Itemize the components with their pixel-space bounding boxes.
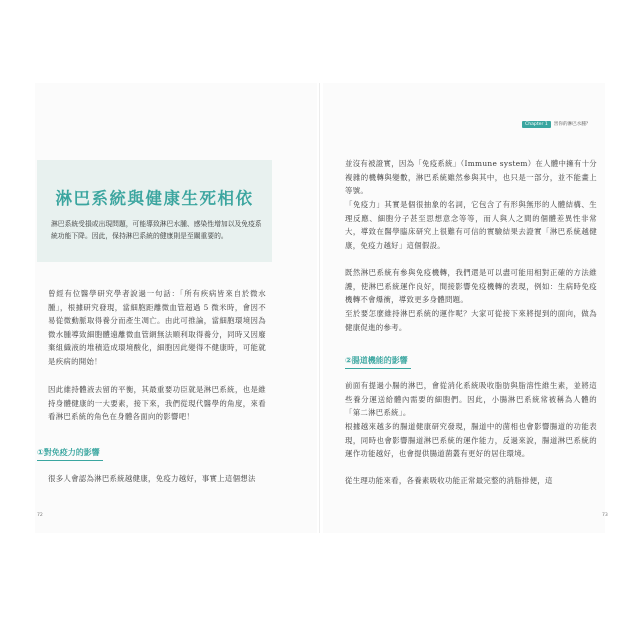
right-page-number: 73 [602, 513, 608, 518]
chapter-title: 害你的淋巴水腫？ [553, 122, 591, 127]
section-underline [37, 460, 103, 461]
page-gutter [319, 83, 320, 533]
left-paragraph-3: 很多人會認為淋巴系統越健康，免疫力越好，事實上這個想法 [48, 474, 256, 483]
right-paragraph-5: 前面有提過小腸的淋巴，會從消化系統吸收脂肪與脂溶性維生素，並將這些養分運送給體內需要的細胞們。因此，小腸淋巴系統常被稱為人體的「第二淋巴系統」。 [345, 381, 597, 418]
section-heading-immunity: ①對免疫力的影響 [37, 448, 100, 457]
right-paragraph-3: 既然淋巴系統有參與免疫機轉，我們還是可以盡可能用相對正確的方法維護，使淋巴系統運作良好，間接影響免疫機轉的表現，例如：生病時免疫機轉不會爆衝，導致更多身體問題。 [345, 268, 597, 305]
section-underline [345, 368, 411, 369]
page-title: 淋巴系統與健康生死相依 [55, 189, 254, 208]
chapter-header [522, 119, 591, 129]
chapter-label: Chapter 1 [522, 121, 551, 128]
section-heading-gut: ②腸道機能的影響 [345, 356, 408, 365]
title-box [37, 160, 272, 262]
right-paragraph-4: 至於要怎麼維持淋巴系統的運作呢？大家可從接下來將提到的面向，做為健康促進的參考。 [345, 309, 597, 332]
right-paragraph-2: 「免疫力」其實是個很抽象的名詞，它包含了有形與無形的人體結構、生理反應、細胞分子甚至思想意念等等，而人與人之間的個體差異性非常大，導致在醫學臨床研究上很難有可信的實驗結果去證實「淋巴系統越健康，免疫力越好」這個假設。 [345, 200, 597, 250]
left-page-number: 72 [37, 513, 43, 518]
left-paragraph-1: 曾經有位醫學研究學者說過一句話：「所有疾病皆來自於微水腫」，根據研究發現，當細胞距離微血管超過 5 微米時，會因不易從微動脈取得養分而產生凋亡。由此可推論，當細胞環境因為微水腫導致細胞體遠離微血管網無法順利取得養分，同時又因廢棄組織液的堆積造成環境酸化，細胞因此變得不健康時，可能就是疾病的開始！ [48, 289, 266, 366]
left-paragraph-2: 因此維持體液去留的平衡，其最重要功臣就是淋巴系統，也是維持身體健康的一大要素，接下來，我們從現代醫學的角度，來看看淋巴系統的角色在身體各面向的影響吧！ [48, 385, 266, 422]
right-paragraph-1: 並沒有被證實，因為「免疫系統」（Immune system）在人體中擁有十分複雜的機轉與變數，淋巴系統雖然參與其中，也只是一部分，並不能畫上等號。 [345, 159, 597, 196]
right-paragraph-7: 從生理功能來看，各養素吸收功能正常最完整的消脂排便，這 [345, 476, 553, 485]
lead-paragraph: 淋巴系統受損或出現問題，可能導致淋巴水腫、感染性增加以及免疫系統功能下降。因此，保持淋巴系統的健康則是至關重要的。 [51, 220, 262, 240]
right-paragraph-6: 根據越來越多的腸道健康研究發現，腸道中的菌相也會影響腸道的功能表現，同時也會影響腸道淋巴系統的運作能力，反過來說，腸道淋巴系統的運作功能越好，也會提供腸道菌叢有更好的居住環境。 [345, 422, 597, 459]
